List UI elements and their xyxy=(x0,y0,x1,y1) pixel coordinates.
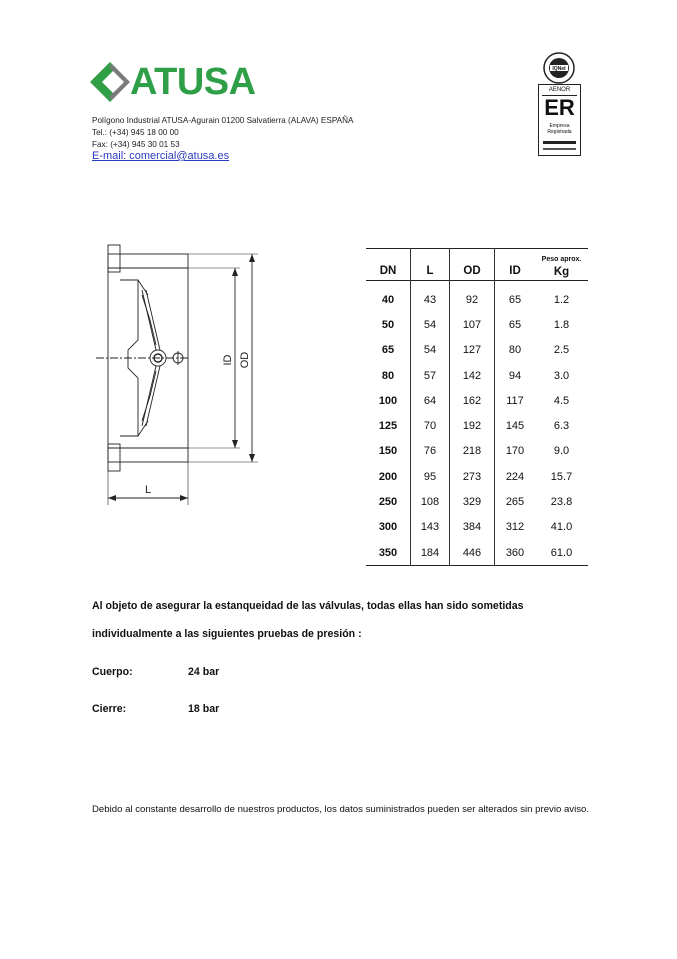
table-row xyxy=(366,338,588,363)
email-link[interactable]: E-mail: comercial@atusa.es xyxy=(92,150,230,162)
cell-l: 143 xyxy=(411,515,450,540)
cell-l: 64 xyxy=(411,388,450,413)
cell-kg: 1.2 xyxy=(553,293,570,306)
cell-kg: 3.0 xyxy=(553,369,570,382)
cell-kg: 61.0 xyxy=(550,546,573,559)
cell-kg: 6.3 xyxy=(553,420,570,433)
cell-id: 265 xyxy=(495,489,536,514)
cell-dn: 125 xyxy=(378,420,398,433)
cell-dn: 350 xyxy=(378,546,398,559)
dimensions-table xyxy=(366,248,588,566)
atusa-chevron-icon xyxy=(90,62,130,102)
id-dimension-label: ID xyxy=(222,354,234,366)
pressure-test-paragraph-line1: Al objeto de asegurar la estanqueidad de las válvulas, todas ellas han sido sometidas xyxy=(92,600,524,612)
cell-kg: 41.0 xyxy=(550,521,573,534)
empresa-label: Empresa xyxy=(549,123,570,129)
cierre-label: Cierre: xyxy=(92,703,127,715)
pressure-test-paragraph-line2: individualmente a las siguientes pruebas de presión : xyxy=(92,628,362,640)
cell-id: 360 xyxy=(495,540,536,566)
table-row xyxy=(366,363,588,388)
cell-kg: 1.8 xyxy=(553,318,570,331)
header-id: ID xyxy=(495,249,536,281)
cell-l: 95 xyxy=(411,464,450,489)
header-kg xyxy=(535,249,588,281)
table-row xyxy=(366,464,588,489)
cell-od: 218 xyxy=(450,439,495,464)
cell-od: 446 xyxy=(450,540,495,566)
table-header-row xyxy=(366,249,588,281)
iqnet-seal xyxy=(543,52,575,84)
cell-l: 184 xyxy=(411,540,450,566)
cell-dn: 250 xyxy=(378,496,398,509)
cell-kg: 2.5 xyxy=(553,344,570,357)
cell-l: 108 xyxy=(411,489,450,514)
cell-id: 94 xyxy=(495,363,536,388)
cell-id: 145 xyxy=(495,413,536,438)
l-dimension-label: L xyxy=(144,484,152,496)
cell-dn: 65 xyxy=(381,344,395,357)
cell-od: 192 xyxy=(450,413,495,438)
cell-dn: 300 xyxy=(378,521,398,534)
cell-dn: 40 xyxy=(381,293,395,306)
cell-id: 80 xyxy=(495,338,536,363)
cell-id: 65 xyxy=(495,281,536,313)
table-row xyxy=(366,489,588,514)
iqnet-seal-icon xyxy=(543,52,575,84)
cell-od: 142 xyxy=(450,363,495,388)
cell-dn: 80 xyxy=(381,369,395,382)
header-dn: DN xyxy=(379,265,397,277)
cuerpo-value: 24 bar xyxy=(188,666,220,678)
company-fax: Fax: (+34) 945 30 01 53 xyxy=(92,140,180,149)
cell-dn: 100 xyxy=(378,394,398,407)
cell-od: 107 xyxy=(450,312,495,337)
company-address: Polígono Industrial ATUSA-Agurain 01200 Salvatierra (ALAVA) ESPAÑA xyxy=(92,116,354,125)
cell-l: 76 xyxy=(411,439,450,464)
header-peso: Peso aprox. xyxy=(541,256,582,263)
cell-od: 329 xyxy=(450,489,495,514)
cell-id: 65 xyxy=(495,312,536,337)
cell-kg: 4.5 xyxy=(553,394,570,407)
cell-kg: 23.8 xyxy=(550,496,573,509)
cell-id: 224 xyxy=(495,464,536,489)
cert-number-bar xyxy=(543,141,576,144)
table-row xyxy=(366,439,588,464)
company-phone: Tel.: (+34) 945 18 00 00 xyxy=(92,128,179,137)
cell-id: 312 xyxy=(495,515,536,540)
cell-id: 170 xyxy=(495,439,536,464)
od-dimension-label: OD xyxy=(239,351,251,369)
aenor-label: AENOR xyxy=(548,87,571,93)
cuerpo-label: Cuerpo: xyxy=(92,666,133,678)
cell-kg: 9.0 xyxy=(553,445,570,458)
valve-drawing xyxy=(90,240,260,515)
cert-code-bar xyxy=(543,148,576,150)
table-row xyxy=(366,281,588,313)
cell-l: 57 xyxy=(411,363,450,388)
header-od: OD xyxy=(450,249,495,281)
company-logo xyxy=(90,60,300,106)
er-label: ER xyxy=(544,95,575,120)
cell-id: 117 xyxy=(495,388,536,413)
cell-od: 127 xyxy=(450,338,495,363)
header-kg-label: Kg xyxy=(553,266,570,278)
cell-od: 384 xyxy=(450,515,495,540)
cell-od: 273 xyxy=(450,464,495,489)
cell-dn: 150 xyxy=(378,445,398,458)
brand-name: ATUSA xyxy=(130,61,256,103)
cell-kg: 15.7 xyxy=(550,470,573,483)
iqnet-label: IQNet xyxy=(552,66,566,72)
cell-l: 70 xyxy=(411,413,450,438)
table-row xyxy=(366,540,588,566)
table-row xyxy=(366,312,588,337)
cierre-value: 18 bar xyxy=(188,703,220,715)
disclaimer-text: Debido al constante desarrollo de nuestros productos, los datos suministrados pueden ser alterados sin previo aviso. xyxy=(92,804,590,815)
aenor-seal xyxy=(538,84,581,156)
table-row xyxy=(366,388,588,413)
cell-l: 54 xyxy=(411,312,450,337)
table-row xyxy=(366,515,588,540)
table-row xyxy=(366,413,588,438)
cell-l: 54 xyxy=(411,338,450,363)
cell-dn: 200 xyxy=(378,470,398,483)
cell-od: 162 xyxy=(450,388,495,413)
cell-l: 43 xyxy=(411,281,450,313)
registrada-label: Registrada xyxy=(547,129,572,135)
cell-od: 92 xyxy=(450,281,495,313)
header-l: L xyxy=(411,249,450,281)
cell-dn: 50 xyxy=(381,318,395,331)
